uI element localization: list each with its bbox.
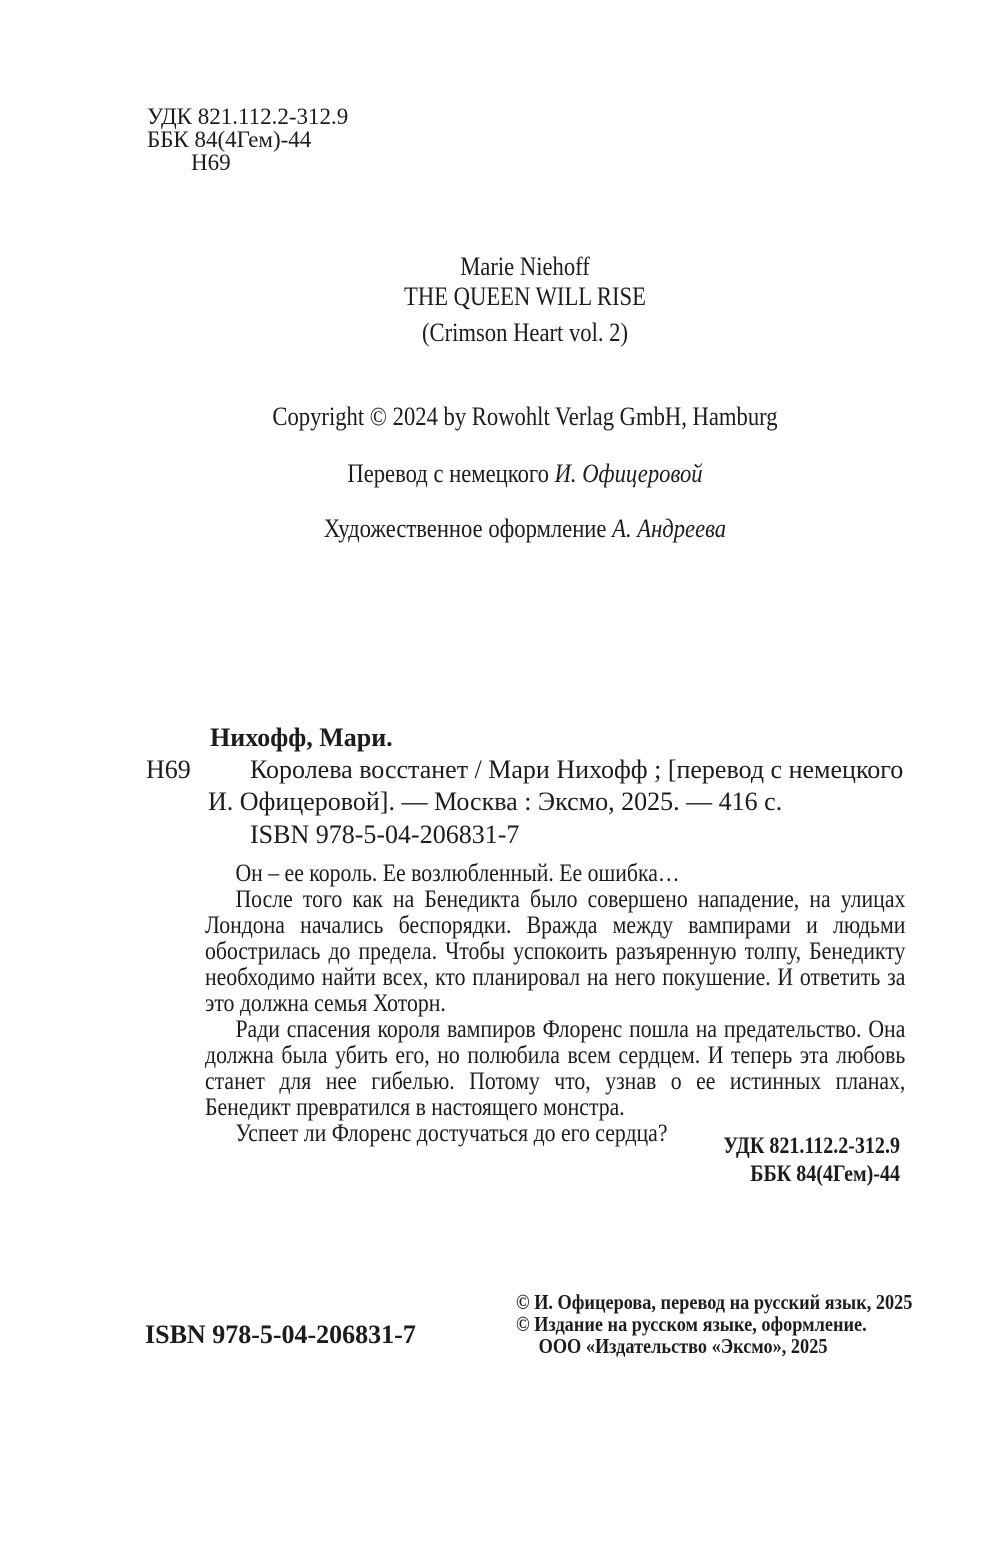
bbk-code-bottom: ББК 84(4Гем)-44	[750, 1161, 900, 1186]
footer-copyright-line: © Издание на русском языке, оформление.	[516, 1312, 867, 1336]
translation-credit	[194, 459, 855, 489]
isbn-catalog: ISBN 978-5-04-206831-7	[250, 820, 520, 849]
series-title: (Crimson Heart vol. 2)	[421, 318, 629, 347]
design-credit-prefix: Художественное оформление	[323, 514, 613, 543]
original-title: THE QUEEN WILL RISE	[404, 282, 646, 311]
original-author: Marie Niehoff	[460, 252, 590, 281]
footer-copyright-line: ООО «Издательство «Эксмо», 2025	[538, 1334, 828, 1358]
footer-copyright-line: © И. Офицерова, перевод на русский язык, 2025	[516, 1290, 913, 1314]
annotation-paragraph: Он – ее король. Ее возлюбленный. Ее ошибка…	[235, 860, 680, 887]
isbn-footer: ISBN 978-5-04-206831-7	[145, 1320, 416, 1349]
design-credit	[194, 514, 855, 544]
copyright-notice: Copyright © 2024 by Rowohlt Verlag GmbH, Hamburg	[272, 402, 778, 431]
author-sign-catalog: Н69	[146, 755, 191, 784]
translation-credit-prefix: Перевод с немецкого	[347, 459, 555, 488]
catalog-author-heading: Нихофф, Мари.	[210, 723, 393, 752]
bbk-code-top: ББК 84(4Гем)-44	[147, 127, 312, 152]
udc-code-bottom: УДК 821.112.2-312.9	[723, 1133, 900, 1158]
author-sign-top: Н69	[191, 150, 231, 175]
annotation-block	[205, 861, 905, 1147]
catalog-entry-line-1: Королева восстанет / Мари Нихофф ; [перевод с немецкого	[250, 755, 904, 784]
translator-name: И. Офицеровой	[554, 459, 703, 488]
original-title-block	[194, 252, 855, 348]
udc-code-top: УДК 821.112.2-312.9	[147, 104, 349, 129]
cataloguing-codes-top	[147, 105, 348, 174]
annotation-paragraph: Ради спасения короля вампиров Флоренс пошла на предательство. Она должна была убить его, но полюбила всем сердцем. И теперь эта любовь станет для нее гибелью. Потому что, узнав о ее истинных планах, Бенедикт превратился в настоящего монстра.	[205, 1016, 906, 1121]
footer-copyright-block	[516, 1291, 912, 1357]
catalog-entry-line-2: И. Офицеровой]. — Москва : Эксмо, 2025. — 416 с.	[208, 787, 783, 816]
cataloguing-codes-bottom	[723, 1132, 900, 1188]
annotation-paragraph: Успеет ли Флоренс достучаться до его сердца?	[235, 1120, 668, 1147]
designer-name: А. Андреева	[612, 514, 727, 543]
annotation-paragraph: После того как на Бенедикта было совершено нападение, на улицах Лондона начались беспорядки. Вражда между вампирами и людьми обострилась до предела. Чтобы успокоить разъяренную толпу, Бенедикту необходимо найти всех, кто планировал на него покушение. И ответить за это должна семья Хоторн.	[205, 886, 906, 1017]
